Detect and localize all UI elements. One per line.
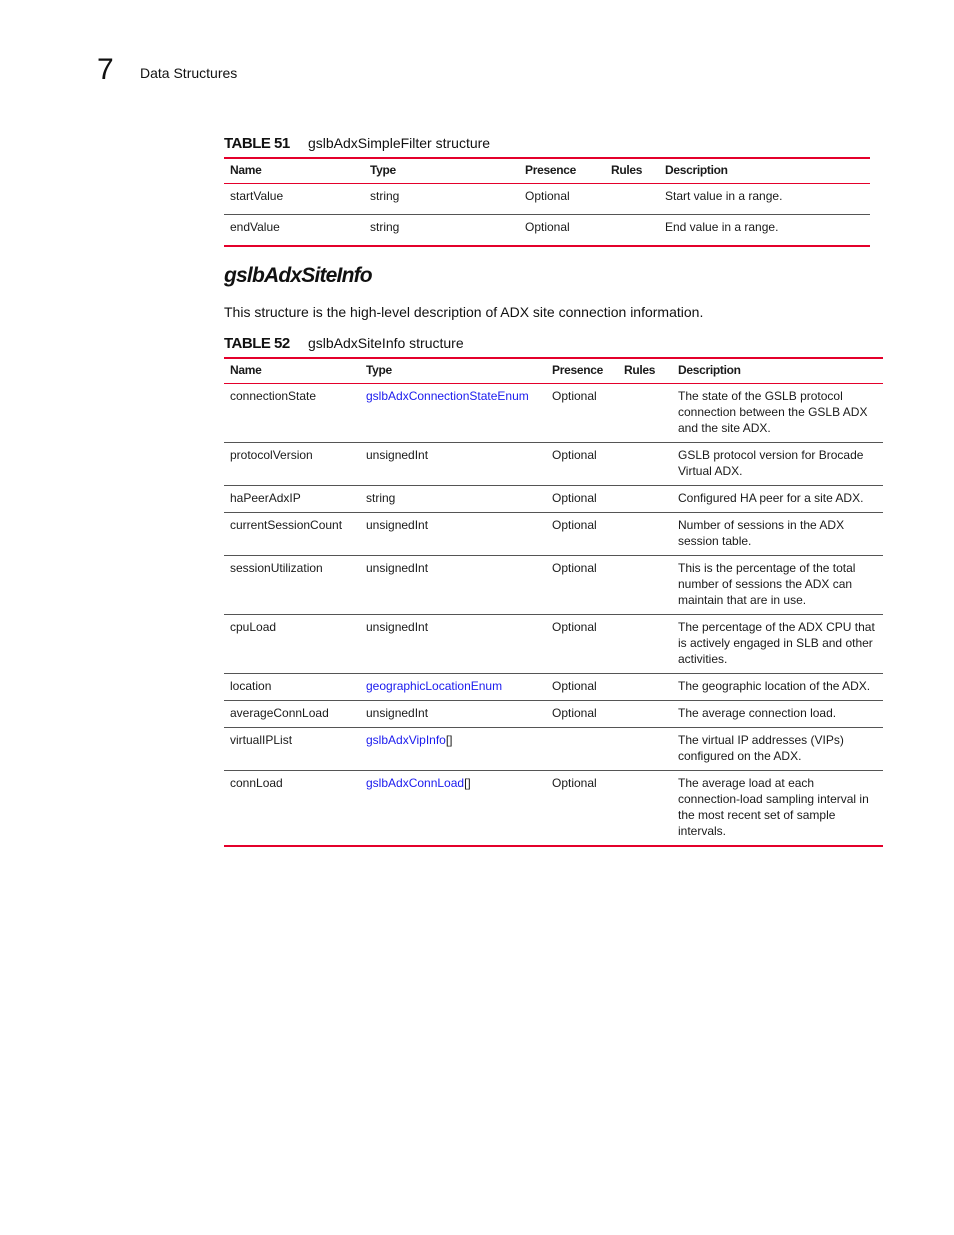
type-link[interactable]: geographicLocationEnum — [366, 679, 503, 693]
cell-presence: Optional — [552, 679, 597, 693]
column-header-description: Description — [665, 163, 728, 177]
column-header-rules: Rules — [611, 163, 643, 177]
cell-rules — [618, 513, 672, 556]
cell-type — [360, 674, 546, 701]
chapter-title: Data Structures — [140, 65, 238, 81]
cell-description: Start value in a range. — [665, 189, 783, 203]
table-row — [224, 486, 883, 513]
cell-rules — [605, 184, 659, 215]
cell-description: This is the percentage of the total number of sessions the ADX can maintain that are in use. — [678, 561, 856, 607]
cell-rules — [618, 486, 672, 513]
cell-name: protocolVersion — [230, 448, 313, 462]
table-51-title: gslbAdxSimpleFilter structure — [308, 135, 491, 151]
table-row — [224, 443, 883, 486]
table-row — [224, 674, 883, 701]
table-row — [224, 771, 883, 847]
table-52-header-row — [224, 358, 883, 384]
type-suffix: [] — [464, 776, 471, 790]
cell-presence: Optional — [552, 389, 597, 403]
cell-description: The average connection load. — [678, 706, 837, 720]
table-row — [224, 728, 883, 771]
column-header-type: Type — [370, 163, 396, 177]
cell-type: unsignedInt — [366, 706, 429, 720]
section-heading: gslbAdxSiteInfo — [224, 264, 372, 287]
column-header-presence: Presence — [525, 163, 576, 177]
cell-name: connLoad — [230, 776, 283, 790]
cell-rules — [618, 615, 672, 674]
cell-description: Number of sessions in the ADX session table. — [678, 518, 845, 548]
cell-name: haPeerAdxIP — [230, 491, 301, 505]
cell-name: startValue — [230, 189, 284, 203]
cell-name: averageConnLoad — [230, 706, 329, 720]
cell-type: unsignedInt — [366, 448, 429, 462]
cell-rules — [618, 384, 672, 443]
table-52-title: gslbAdxSiteInfo structure — [308, 335, 464, 351]
cell-type: unsignedInt — [366, 518, 429, 532]
cell-type: unsignedInt — [366, 620, 429, 634]
cell-name: endValue — [230, 220, 280, 234]
cell-description: The virtual IP addresses (VIPs) configured on the ADX. — [678, 733, 844, 763]
column-header-type: Type — [366, 363, 392, 377]
section-intro: This structure is the high-level description of ADX site connection information. — [224, 304, 704, 320]
cell-description: Configured HA peer for a site ADX. — [678, 491, 864, 505]
table-52-caption — [224, 335, 464, 352]
cell-type — [360, 728, 546, 771]
table-row — [224, 184, 870, 215]
table-52-label: TABLE 52 — [224, 335, 290, 352]
table-row — [224, 615, 883, 674]
type-link[interactable]: gslbAdxConnLoad — [366, 776, 465, 790]
cell-description: GSLB protocol version for Brocade Virtual ADX. — [678, 448, 864, 478]
column-header-name: Name — [230, 163, 262, 177]
column-header-rules: Rules — [624, 363, 656, 377]
cell-presence — [546, 728, 618, 771]
table-52 — [224, 357, 883, 847]
table-51 — [224, 157, 870, 247]
cell-presence: Optional — [525, 189, 570, 203]
cell-rules — [618, 701, 672, 728]
table-row — [224, 701, 883, 728]
cell-rules — [605, 215, 659, 247]
cell-name: virtualIPList — [230, 733, 293, 747]
table-row — [224, 556, 883, 615]
cell-name: currentSessionCount — [230, 518, 343, 532]
table-row — [224, 384, 883, 443]
cell-presence: Optional — [525, 220, 570, 234]
cell-description: The percentage of the ADX CPU that is actively engaged in SLB and other activities. — [678, 620, 875, 666]
cell-presence: Optional — [552, 448, 597, 462]
cell-type: string — [366, 491, 396, 505]
cell-name: connectionState — [230, 389, 317, 403]
table-51-header-row — [224, 158, 870, 184]
type-link[interactable]: gslbAdxVipInfo — [366, 733, 446, 747]
cell-presence: Optional — [552, 776, 597, 790]
column-header-description: Description — [678, 363, 741, 377]
cell-presence: Optional — [552, 620, 597, 634]
cell-rules — [618, 443, 672, 486]
cell-type: unsignedInt — [366, 561, 429, 575]
type-link[interactable]: gslbAdxConnectionStateEnum — [366, 389, 529, 403]
cell-description: End value in a range. — [665, 220, 779, 234]
type-suffix: [] — [445, 733, 453, 747]
cell-type — [360, 771, 546, 847]
cell-rules — [618, 728, 672, 771]
column-header-presence: Presence — [552, 363, 603, 377]
cell-name: sessionUtilization — [230, 561, 323, 575]
cell-name: location — [230, 679, 272, 693]
cell-description: The average load at each connection-load sampling interval in the most recent set of sample intervals. — [678, 776, 869, 838]
cell-type: string — [370, 220, 400, 234]
cell-description: The state of the GSLB protocol connection between the GSLB ADX and the site ADX. — [678, 389, 868, 435]
table-51-caption — [224, 135, 490, 152]
table-row — [224, 215, 870, 247]
cell-presence: Optional — [552, 561, 597, 575]
cell-description: The geographic location of the ADX. — [678, 679, 871, 693]
cell-name: cpuLoad — [230, 620, 277, 634]
cell-type: string — [370, 189, 400, 203]
cell-rules — [618, 771, 672, 847]
cell-presence: Optional — [552, 706, 597, 720]
cell-presence: Optional — [552, 518, 597, 532]
column-header-name: Name — [230, 363, 262, 377]
chapter-number: 7 — [97, 53, 114, 86]
cell-rules — [618, 556, 672, 615]
table-row — [224, 513, 883, 556]
table-51-label: TABLE 51 — [224, 135, 290, 152]
cell-presence: Optional — [552, 491, 597, 505]
cell-type — [360, 384, 546, 443]
cell-rules — [618, 674, 672, 701]
